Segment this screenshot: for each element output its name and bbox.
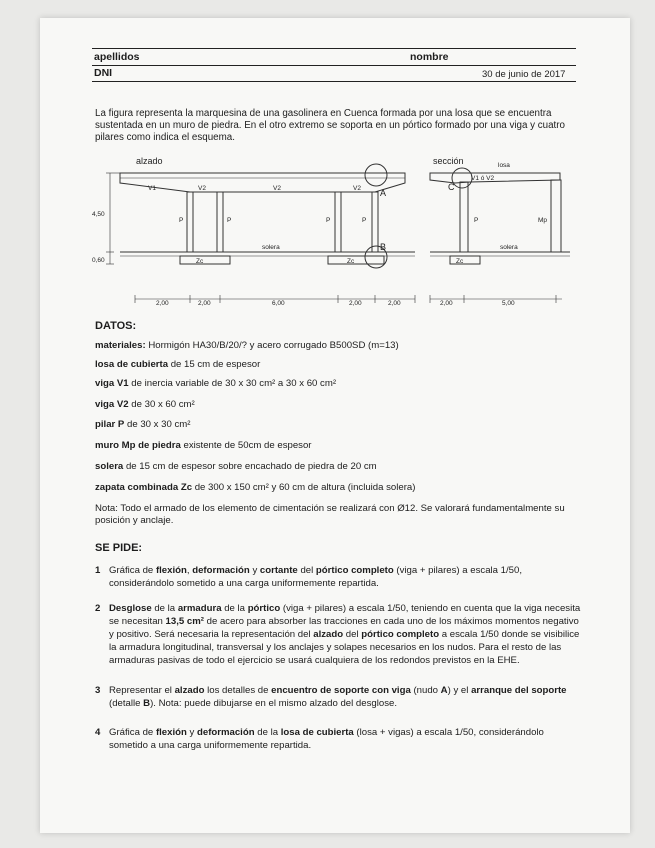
dim-alzado-5: 2,00 xyxy=(388,300,401,307)
v1-label: V1 xyxy=(148,185,156,192)
datos-item xyxy=(95,440,312,451)
datos-item-text: de 15 cm de espesor xyxy=(168,359,261,370)
datos-item-text: de 15 cm de espesor sobre encachado de piedra de 20 cm xyxy=(123,461,377,472)
nota-text: Nota: Todo el armado de los elemento de cimentación se realizará con Ø12. Se valorará fundamentalmente su posición y anclaje. xyxy=(95,503,565,526)
datos-item-term: muro Mp de piedra xyxy=(95,440,181,451)
datos-item xyxy=(95,482,415,493)
losa-label: losa xyxy=(498,162,510,169)
datos-item-text: existente de 50cm de espesor xyxy=(180,440,312,451)
task-item xyxy=(95,684,585,710)
datos-item-term: pilar P xyxy=(95,419,125,430)
datos-heading: DATOS: xyxy=(95,320,137,332)
dim-alzado-4: 2,00 xyxy=(349,300,362,307)
zc-label-seccion: Zc xyxy=(456,258,464,265)
node-c-label: C xyxy=(448,182,455,192)
datos-item xyxy=(95,419,190,430)
datos-item-text: Hormigón HA30/B/20/? y acero corrugado B500SD (m=13) xyxy=(145,340,399,351)
zc-label-2: Zc xyxy=(347,258,355,265)
zc-label-1: Zc xyxy=(196,258,204,265)
dim-alzado-1: 2,00 xyxy=(156,300,169,307)
datos-item-term: viga V2 xyxy=(95,399,129,410)
datos-item-term: zapata combinada Zc xyxy=(95,482,193,493)
header-row-names xyxy=(92,48,576,66)
sepide-heading: SE PIDE: xyxy=(95,542,143,554)
height-060: 0,60 xyxy=(92,257,105,264)
task-item xyxy=(95,726,585,752)
datos-item-text: de inercia variable de 30 x 30 cm² a 30 x 60 cm² xyxy=(128,378,337,389)
mp-label: Mp xyxy=(538,217,548,224)
nombre-label: nombre xyxy=(410,51,449,63)
datos-item-term: materiales: xyxy=(95,340,146,351)
pillar-label-1: P xyxy=(179,217,184,224)
node-b-label: B xyxy=(380,242,387,252)
height-450: 4,50 xyxy=(92,211,105,218)
datos-item xyxy=(95,359,260,370)
v1v2-label: V1 ó V2 xyxy=(471,175,495,182)
alzado-label: alzado xyxy=(136,156,163,166)
header-row-dni xyxy=(92,65,576,82)
v2-label-right: V2 xyxy=(353,185,361,192)
task-number: 3 xyxy=(95,685,101,696)
dim-seccion-2: 5,00 xyxy=(502,300,515,307)
seccion-label: sección xyxy=(433,156,464,166)
pillar-label-3: P xyxy=(326,217,331,224)
dni-label: DNI xyxy=(94,67,113,79)
exam-date: 30 de junio de 2017 xyxy=(482,69,566,80)
datos-item xyxy=(95,461,377,472)
task-number: 4 xyxy=(95,727,101,738)
datos-item xyxy=(95,399,195,410)
apellidos-label: apellidos xyxy=(94,51,140,63)
task-text: Desglose de la armadura de la pórtico (viga + pilares) a escala 1/50, teniendo en cuenta que la viga necesita se necesitan 13,5 cm² de acero para absorber las tracciones en cada uno de los máximos momentos negativo y positivo. Será necesaria la representación del alzado del pórtico completo a escala 1/50 donde se visibilice la armadura longitudinal, transversal y los anclajes y solapes necesarios en los nudos. Para el resto de las armaduras pasivas de todo el ejercicio se usará cualquiera de los redondos previstos en la EHE. xyxy=(109,603,581,666)
task-number: 1 xyxy=(95,565,101,576)
datos-item-text: de 30 x 60 cm² xyxy=(128,399,195,410)
solera-label: solera xyxy=(262,244,280,251)
datos-item xyxy=(95,378,336,389)
dim-alzado-3: 6,00 xyxy=(272,300,285,307)
datos-item xyxy=(95,340,399,351)
datos-item-term: viga V1 xyxy=(95,378,129,389)
dim-seccion-1: 2,00 xyxy=(440,300,453,307)
task-text: Gráfica de flexión, deformación y cortante del pórtico completo (viga + pilares) a escala 1/50, considerándolo sometido a una carga uniformemente repartida. xyxy=(109,565,523,589)
node-a-label: A xyxy=(380,188,387,198)
pillar-label-seccion: P xyxy=(474,217,479,224)
task-text: Gráfica de flexión y deformación de la losa de cubierta (losa + vigas) a escala 1/50, considerándolo sometido a una carga uniformemente repartida. xyxy=(109,727,544,751)
task-number: 2 xyxy=(95,603,101,614)
datos-item-text: de 300 x 150 cm² y 60 cm de altura (incluida solera) xyxy=(192,482,416,493)
datos-item-text: de 30 x 30 cm² xyxy=(124,419,191,430)
pillar-label-2: P xyxy=(227,217,232,224)
task-item xyxy=(95,564,585,590)
datos-item-term: solera xyxy=(95,461,124,472)
task-item xyxy=(95,602,585,667)
v2-label-center: V2 xyxy=(273,185,281,192)
pillar-label-4: P xyxy=(362,217,367,224)
solera-label-seccion: solera xyxy=(500,244,518,251)
v2-label-left: V2 xyxy=(198,185,206,192)
dim-alzado-2: 2,00 xyxy=(198,300,211,307)
intro-text: La figura representa la marquesina de una gasolinera en Cuenca formada por una losa que se encuentra sustentada en un muro de piedra. En el otro extremo se soporta en un pórtico formado por una viga y cuatro pilares como indica el esquema. xyxy=(95,108,565,143)
datos-item-term: losa de cubierta xyxy=(95,359,169,370)
task-text: Representar el alzado los detalles de encuentro de soporte con viga (nudo A) y el arranque del soporte (detalle B). Nota: puede dibujarse en el mismo alzado del desglose. xyxy=(109,685,567,709)
structure-diagram xyxy=(90,150,580,312)
